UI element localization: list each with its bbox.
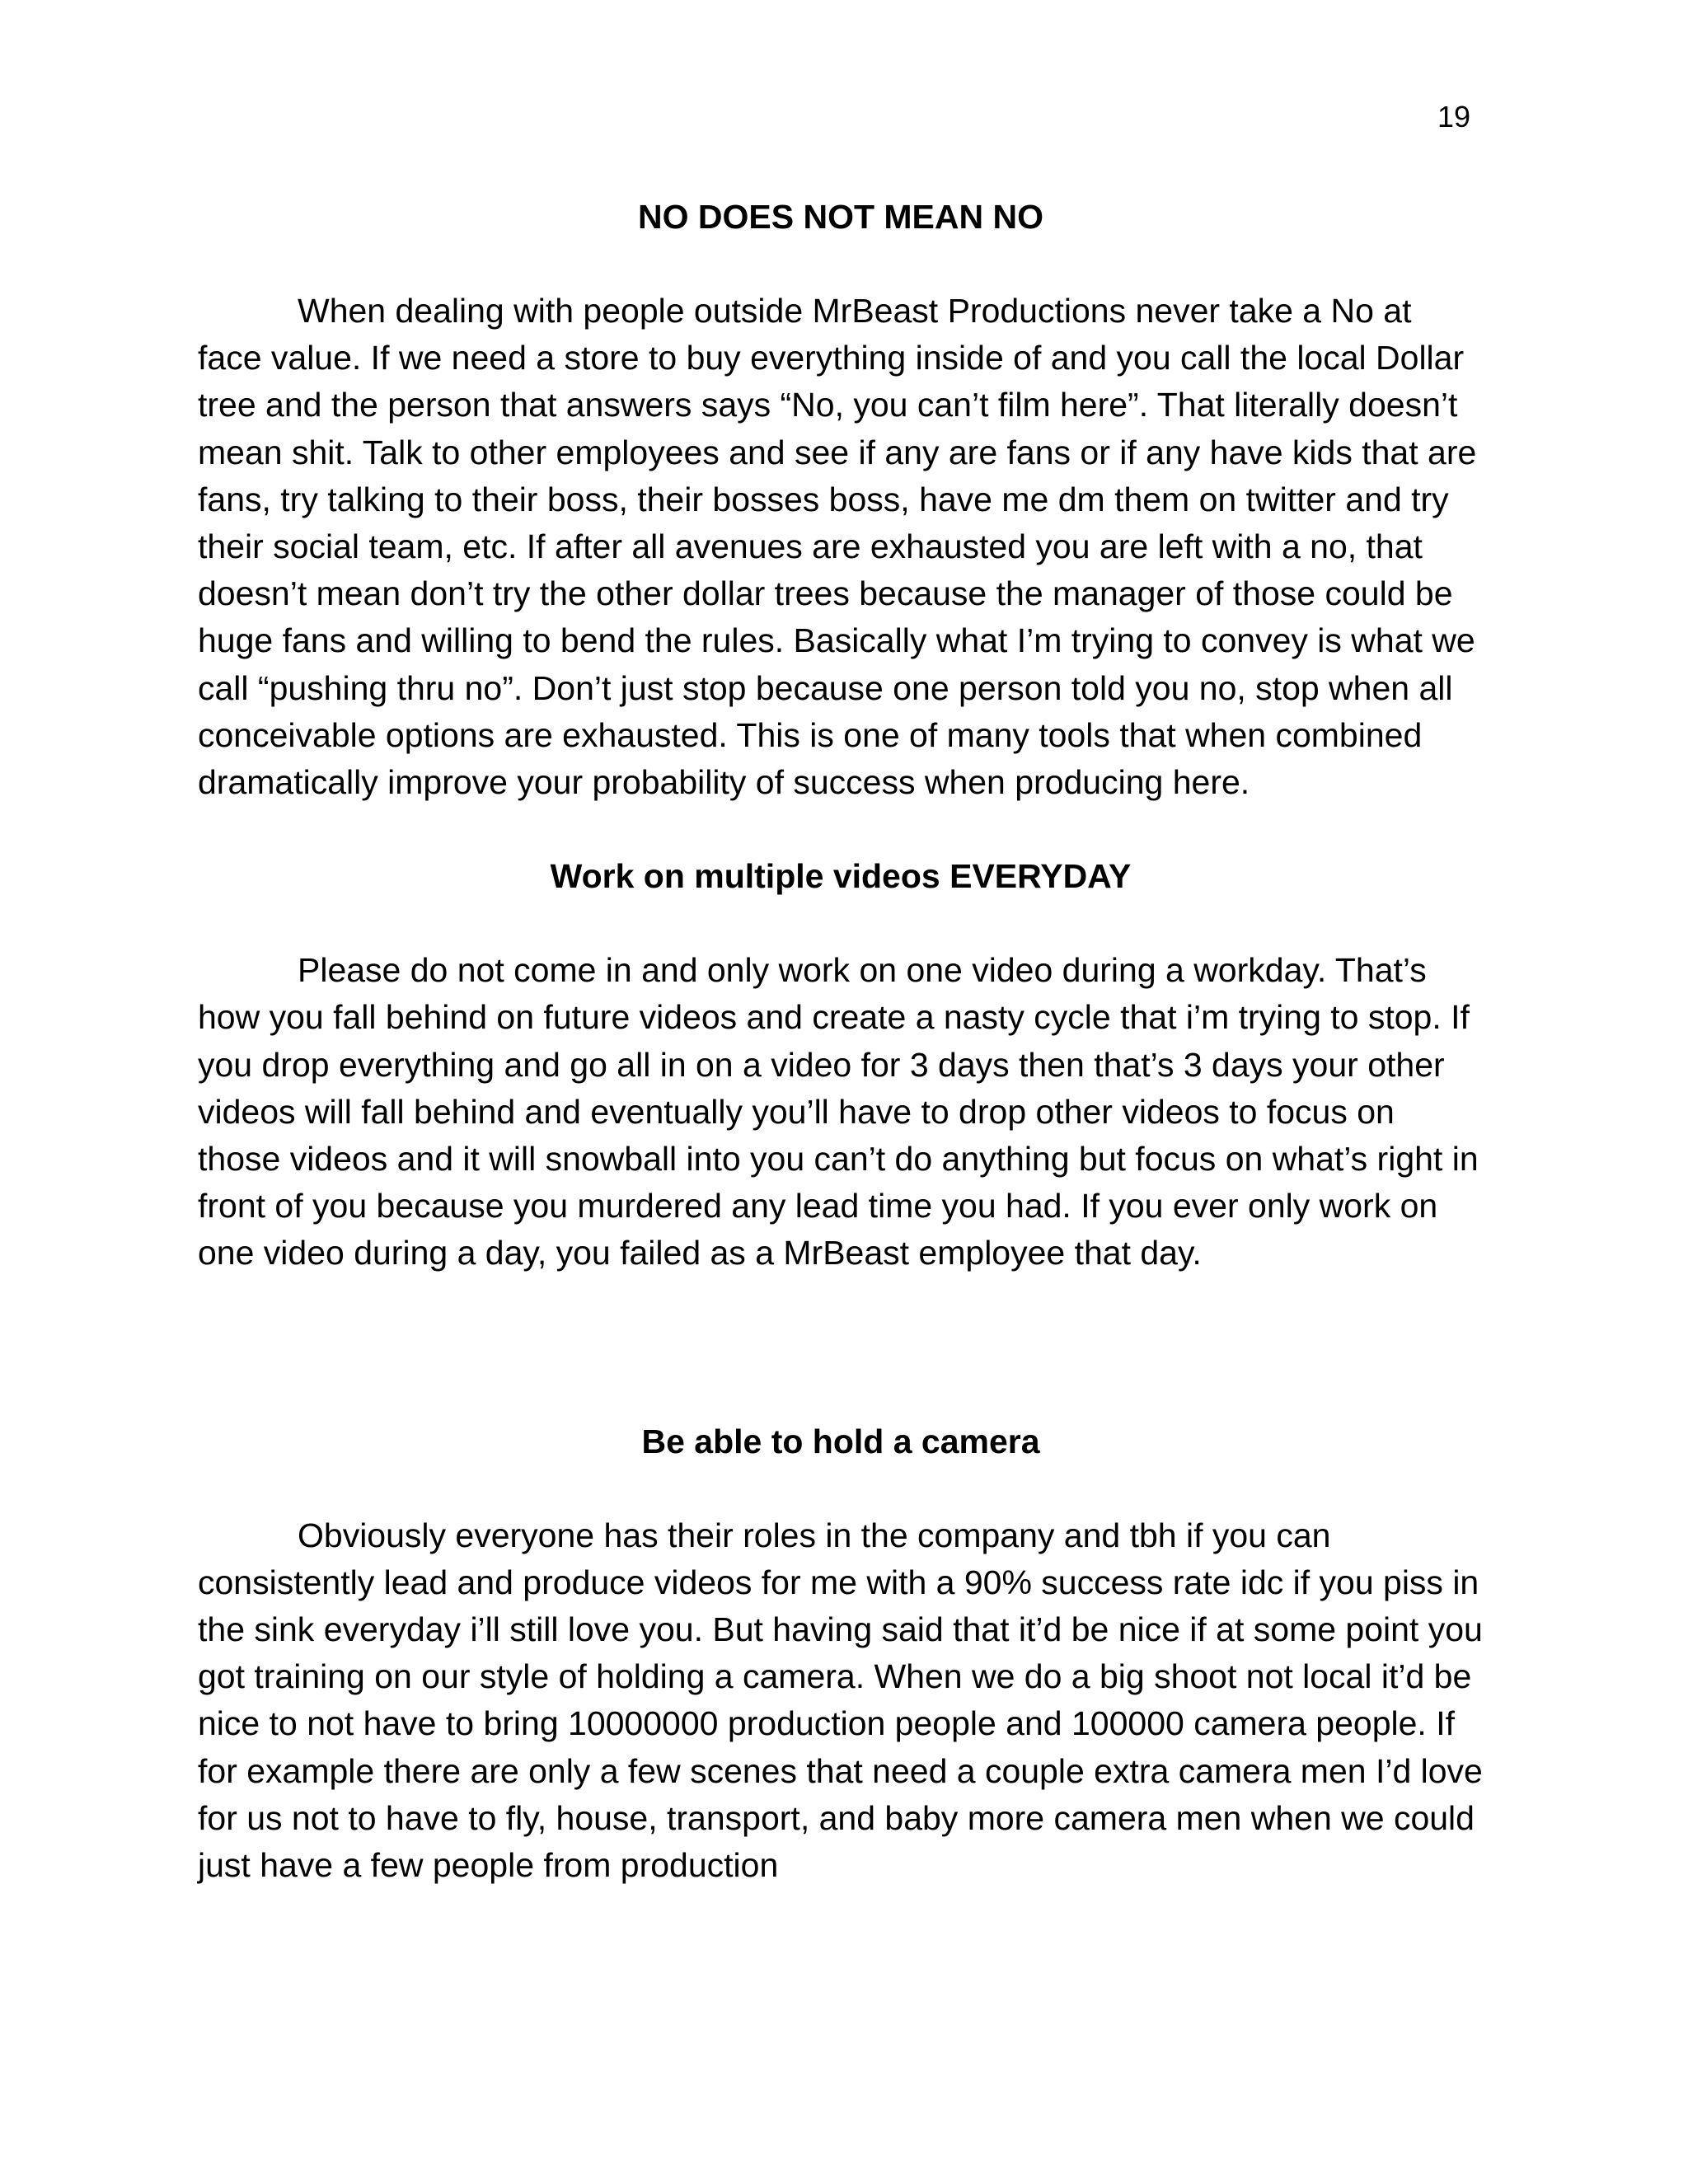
section-heading-work-on-multiple-videos: Work on multiple videos EVERYDAY [550,857,1132,896]
section-body-no-does-not-mean-no: When dealing with people outside MrBeast Productions never take a No at face value. If we need a store to buy everything inside of and you call the local Dollar tree and the person that answers says “No, you can’t film here”. That literally doesn’t mean shit. Talk to other employees and see if any are fans or if any have kids that are fans, try talking to their boss, their bosses boss, have me dm them on twitter and try their social team, etc. If after all avenues are exhausted you are left with a no, that doesn’t mean don’t try the other dollar trees because the manager of those could be huge fans and willing to bend the rules. Basically what I’m trying to convey is what we call “pushing thru no”. Don’t just stop because one person told you no, stop when all conceivable options are exhausted. This is one of many tools that when combined dramatically improve your probability of success when producing here. [198,292,1477,802]
section-heading-hold-a-camera: Be able to hold a camera [641,1422,1040,1460]
section-body-hold-a-camera: Obviously everyone has their roles in the company and tbh if you can consistently lead and produce videos for me with a 90% success rate idc if you piss in the sink everyday i’ll still love you. But having said that it’d be nice if at some point you got training on our style of holding a camera. When we do a big shoot not local it’d be nice to not have to bring 10000000 production people and 100000 camera people. If for example there are only a few scenes that need a couple extra camera men I’d love for us not to have to fly, house, transport, and baby more camera men when we could just have a few people from production [198,1516,1483,1885]
page-number: 19 [1437,100,1470,134]
section-heading-no-does-not-mean-no: NO DOES NOT MEAN NO [637,198,1044,236]
page-content [198,194,1484,1889]
spacer [198,1277,1484,1418]
spacer [198,806,1484,853]
section-body-work-on-multiple-videos: Please do not come in and only work on one video during a workday. That’s how you fall behind on future videos and create a nasty cycle that i’m trying to stop. If you drop everything and go all in on a video for 3 days then that’s 3 days your other videos will fall behind and eventually you’ll have to drop other videos to focus on those videos and it will snowball into you can’t do anything but focus on what’s right in front of you because you murdered any lead time you had. If you ever only work on one video during a day, you failed as a MrBeast employee that day. [198,951,1479,1272]
